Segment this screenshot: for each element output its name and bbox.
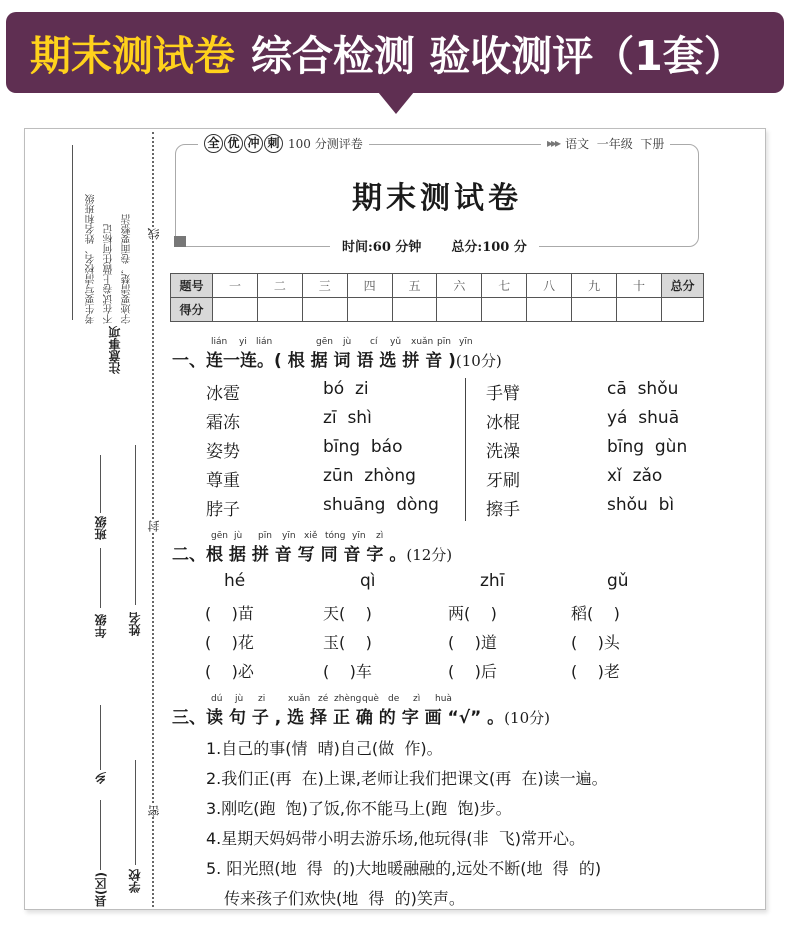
section-2-points: (12分): [406, 546, 453, 564]
grade-label: 年级: [94, 614, 108, 638]
blank-item[interactable]: ( )必: [205, 662, 254, 681]
column-divider: [465, 378, 466, 521]
pinyin-annotation: què: [362, 694, 379, 704]
score-cell[interactable]: [437, 298, 482, 322]
corner-square: [174, 236, 186, 247]
score-cell[interactable]: [347, 298, 392, 322]
notes-border: [72, 145, 73, 320]
pinyin-option: zī shì: [323, 408, 372, 428]
pinyin-annotation: yīn: [282, 531, 296, 541]
pinyin-annotation: pīn: [258, 531, 272, 541]
pinyin-option: xǐ zǎo: [607, 466, 663, 486]
total-cell[interactable]: [662, 298, 704, 322]
section-1-points: (10分): [455, 352, 502, 370]
note-1: 考生要写清校名、姓名和班级: [86, 194, 97, 324]
section-3-points: (10分): [504, 709, 550, 727]
word-item: 牙刷: [486, 471, 520, 491]
pinyin-annotation: tóng: [325, 531, 346, 541]
triple-arrow-icon: ▸▸▸: [547, 136, 560, 150]
word-item: 洗澡: [486, 442, 520, 462]
section-1-heading: [172, 346, 502, 371]
pinyin-annotation: yi: [239, 337, 247, 347]
blank-item[interactable]: ( )道: [448, 633, 497, 652]
score-cell[interactable]: [482, 298, 527, 322]
time-limit: 时间:60 分钟: [342, 240, 422, 255]
name-label: 姓名: [128, 612, 142, 636]
pinyin-annotation: yǔ: [390, 337, 402, 347]
word-item: 手臂: [486, 384, 520, 404]
pinyin-annotation: huà: [435, 694, 452, 704]
score-row-header: 得分: [171, 298, 213, 322]
county-field[interactable]: [100, 800, 101, 870]
table-column-header: 九: [572, 274, 617, 298]
pinyin-annotation: lián: [211, 337, 228, 347]
pinyin-annotation: zi: [258, 694, 266, 704]
note-3: 字迹要清楚，卷面要整洁: [122, 214, 133, 324]
brand-badge: [198, 132, 369, 154]
question-item[interactable]: 4.星期天妈妈带小明去游乐场,他玩得(非 飞)常开心。: [206, 829, 586, 848]
blank-item[interactable]: 两( ): [448, 604, 497, 623]
word-item: 冰棍: [486, 413, 520, 433]
word-item: 冰雹: [206, 384, 240, 404]
school-field[interactable]: [135, 760, 136, 865]
table-column-header: 七: [482, 274, 527, 298]
question-item-continued[interactable]: 传来孩子们欢快(地 得 的)笑声。: [224, 889, 465, 908]
score-cell[interactable]: [257, 298, 302, 322]
section-2-title: 二、根 据 拼 音 写 同 音 字 。: [172, 545, 407, 565]
grade-text: 语文 一年级 下册: [565, 136, 665, 151]
pinyin-option: zūn zhòng: [323, 466, 416, 486]
section-3-heading: [172, 703, 550, 728]
county-label: 县(区): [94, 872, 108, 907]
pinyin-annotation: zì: [376, 531, 384, 541]
question-item[interactable]: 5. 阳光照(地 得 的)大地暖融融的,远处不断(地 得 的): [206, 859, 602, 878]
pinyin-option: cā shǒu: [607, 379, 679, 399]
blank-item[interactable]: ( )车: [323, 662, 372, 681]
pinyin-annotation: xiě: [304, 531, 318, 541]
question-item[interactable]: 1.自己的事(情 晴)自己(做 作)。: [206, 739, 443, 758]
table-column-header: 二: [257, 274, 302, 298]
score-cell[interactable]: [302, 298, 347, 322]
total-score: 总分:100 分: [451, 240, 527, 255]
brand-text: 100 分测评卷: [288, 136, 363, 151]
brand-char: 全: [204, 134, 223, 153]
section-1-title: 一、连一连。( 根 据 词 语 选 拼 音 ): [172, 351, 456, 371]
pinyin-annotation: gēn: [316, 337, 333, 347]
pinyin-annotation: zhèng: [334, 694, 362, 704]
pinyin-annotation: xuǎn: [288, 694, 311, 704]
section-3-title: 三、读 句 子 , 选 择 正 确 的 字 画 “√” 。: [172, 708, 505, 728]
pinyin-annotation: yīn: [352, 531, 366, 541]
blank-item[interactable]: ( )花: [205, 633, 254, 652]
score-cell[interactable]: [392, 298, 437, 322]
banner: [6, 12, 784, 93]
notes-title: 注意事项: [108, 326, 122, 374]
pinyin-option: shǒu bì: [607, 495, 675, 515]
brand-char: 冲: [244, 134, 263, 153]
pinyin-annotation: zì: [413, 694, 421, 704]
class-label: 班级: [94, 516, 108, 540]
pinyin-annotation: dú: [211, 694, 223, 704]
brand-char: 刺: [264, 134, 283, 153]
blank-item[interactable]: ( )老: [571, 662, 620, 681]
pinyin-annotation: xuǎn: [411, 337, 434, 347]
pinyin-option: bó zi: [323, 379, 369, 399]
blank-item[interactable]: ( )后: [448, 662, 497, 681]
class-field[interactable]: [100, 455, 101, 513]
pinyin-annotation: lián: [256, 337, 273, 347]
question-number-header: 题号: [171, 274, 213, 298]
pinyin-annotation: de: [388, 694, 400, 704]
banner-pointer: [378, 92, 414, 114]
table-row: [171, 298, 704, 322]
table-column-header: 十: [617, 274, 662, 298]
blank-item[interactable]: 天( ): [323, 604, 372, 623]
township-field[interactable]: [100, 705, 101, 770]
seal-char-line: 线: [147, 228, 161, 240]
banner-subtitle: 综合检测 验收测评（1套）: [251, 32, 745, 80]
pinyin-annotation: gēn: [211, 531, 228, 541]
table-column-header: 三: [302, 274, 347, 298]
table-column-header: 五: [392, 274, 437, 298]
blank-item[interactable]: 稻( ): [571, 604, 620, 623]
score-table: [170, 273, 704, 322]
pinyin-annotation: zé: [318, 694, 329, 704]
table-column-header: 六: [437, 274, 482, 298]
pinyin-prompt: hé: [224, 571, 246, 591]
word-item: 霜冻: [206, 413, 240, 433]
total-header: 总分: [662, 274, 704, 298]
pinyin-annotation: jù: [234, 531, 243, 541]
word-item: 姿势: [206, 442, 240, 462]
pinyin-annotation: yīn: [459, 337, 473, 347]
time-score-bar: [330, 236, 539, 256]
seal-char-secret: 密: [147, 805, 161, 817]
word-item: 擦手: [486, 500, 520, 520]
score-cell[interactable]: [213, 298, 258, 322]
question-item[interactable]: 2.我们正(再 在)上课,老师让我们把课文(再 在)读一遍。: [206, 769, 608, 788]
table-column-header: 四: [347, 274, 392, 298]
pinyin-prompt: qì: [360, 571, 376, 591]
section-2-heading: [172, 540, 452, 565]
brand-char: 优: [224, 134, 243, 153]
blank-item[interactable]: 玉( ): [323, 633, 372, 652]
township-label: 乡: [94, 772, 108, 784]
name-field[interactable]: [135, 445, 136, 605]
score-cell[interactable]: [572, 298, 617, 322]
blank-item[interactable]: ( )苗: [205, 604, 254, 623]
pinyin-option: shuāng dòng: [323, 495, 439, 515]
grade-field[interactable]: [100, 548, 101, 608]
word-item: 尊重: [206, 471, 240, 491]
pinyin-prompt: gǔ: [607, 571, 629, 591]
grade-badge: [541, 132, 670, 154]
seal-char-seal: 封: [147, 520, 161, 532]
pinyin-annotation: cí: [370, 337, 378, 347]
table-row: [171, 274, 704, 298]
pinyin-option: yá shuā: [607, 408, 680, 428]
pinyin-annotation: jù: [343, 337, 352, 347]
pinyin-annotation: pīn: [437, 337, 451, 347]
banner-highlight: 期末测试卷: [30, 32, 235, 80]
score-cell[interactable]: [617, 298, 662, 322]
word-item: 脖子: [206, 500, 240, 520]
pinyin-annotation: jù: [235, 694, 244, 704]
score-cell[interactable]: [527, 298, 572, 322]
note-2: 不在试卷上做任何标记: [104, 224, 115, 324]
table-column-header: 一: [213, 274, 258, 298]
school-label: 学校: [128, 869, 142, 893]
page-title: 期末测试卷: [352, 181, 522, 216]
question-item[interactable]: 3.刚吃(跑 饱)了饭,你不能马上(跑 饱)步。: [206, 799, 512, 818]
blank-item[interactable]: ( )头: [571, 633, 620, 652]
pinyin-option: bīng gùn: [607, 437, 688, 457]
pinyin-option: bīng báo: [323, 437, 403, 457]
table-column-header: 八: [527, 274, 572, 298]
pinyin-prompt: zhī: [480, 571, 505, 591]
